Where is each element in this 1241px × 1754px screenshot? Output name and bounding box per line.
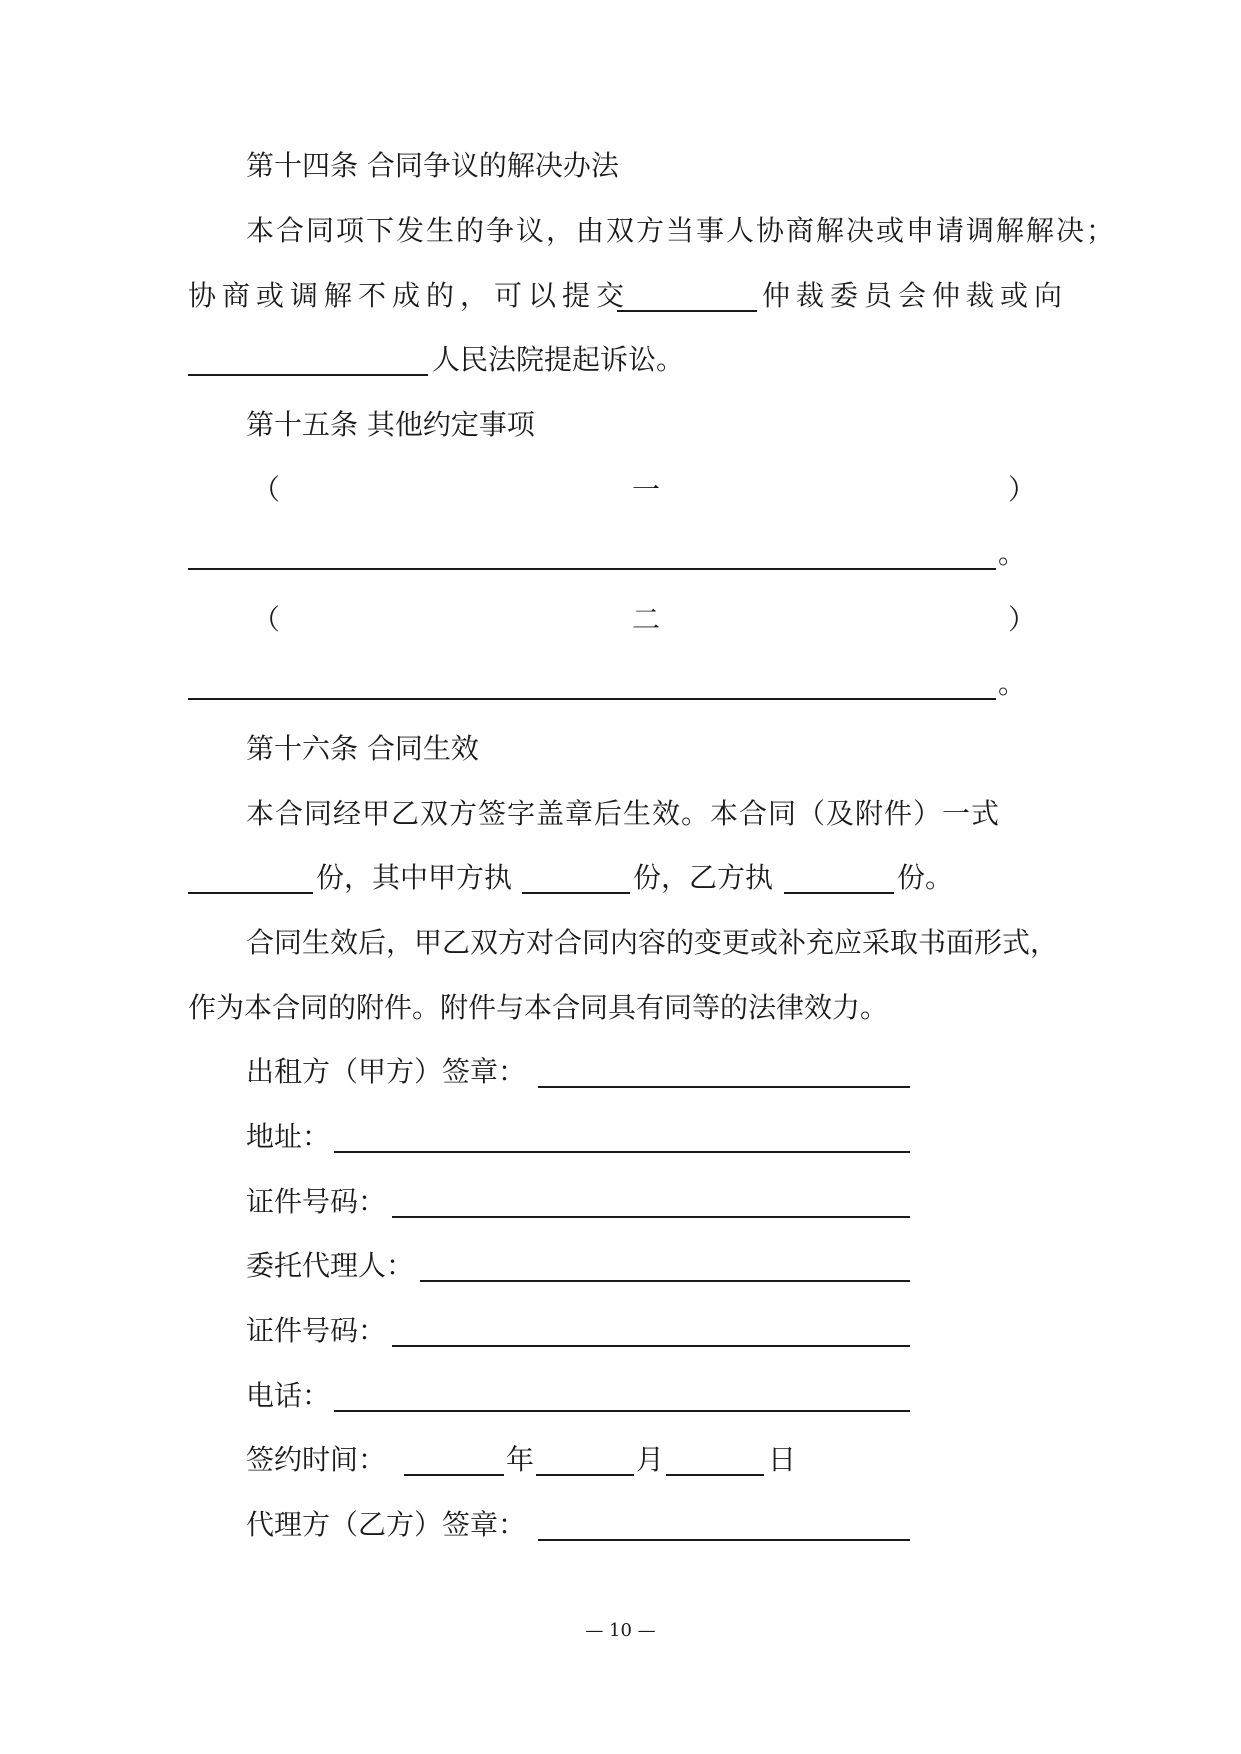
article-16-heading <box>0 729 1241 769</box>
day-label: 日 <box>768 1443 797 1476</box>
id-number-blank-2[interactable] <box>392 1315 910 1347</box>
page-number: — 10 — <box>585 1620 656 1641</box>
article-15-item-2-label <box>0 600 1241 640</box>
article-15-heading <box>0 405 1241 445</box>
year-blank[interactable] <box>404 1444 504 1476</box>
party-a-unit-text: 份，乙方执 <box>633 861 774 894</box>
agent-blank[interactable] <box>420 1250 910 1282</box>
day-blank[interactable] <box>666 1444 764 1476</box>
phone-blank[interactable] <box>334 1380 910 1412</box>
agent-party-signature-row <box>0 1505 1241 1545</box>
phone-row <box>0 1376 1241 1416</box>
article-16-text-3b: 作为本合同的附件。附件与本合同具有同等的法律效力。 <box>188 991 889 1024</box>
article-14-text-2a: 协商或调解不成的，可以提交 <box>188 279 631 312</box>
month-blank[interactable] <box>536 1444 634 1476</box>
year-label: 年 <box>506 1443 535 1476</box>
party-a-copies-blank[interactable] <box>522 862 630 894</box>
id-number-row-2 <box>0 1311 1241 1351</box>
id-number-label-1: 证件号码： <box>246 1185 387 1218</box>
item-2-blank[interactable] <box>188 668 996 700</box>
article-15-item-1-line <box>0 534 1241 574</box>
lessor-signature-blank[interactable] <box>538 1056 910 1088</box>
item-1-period: 。 <box>998 537 1027 570</box>
agent-party-signature-blank[interactable] <box>538 1509 910 1541</box>
phone-label: 电话： <box>246 1379 331 1412</box>
id-number-blank-1[interactable] <box>392 1186 910 1218</box>
article-14-paragraph-line-1 <box>0 211 1241 251</box>
article-14-text-1: 本合同项下发生的争议，由双方当事人协商解决或申请调解解决； <box>246 214 1117 247</box>
article-15-item-2-line <box>0 664 1241 704</box>
signing-date-label: 签约时间： <box>246 1443 387 1476</box>
article-14-paragraph-line-3 <box>0 340 1241 380</box>
item-2-period: 。 <box>998 667 1027 700</box>
article-14-text-2b: 仲裁委员会仲裁或向 <box>762 279 1069 312</box>
item-2-number: 二 <box>632 603 661 636</box>
article-14-heading <box>0 146 1241 186</box>
article-14-text-3: 人民法院提起诉讼。 <box>432 343 685 376</box>
article-16-text-1: 本合同经甲乙双方签字盖章后生效。本合同（及附件）一式 <box>246 797 1001 830</box>
id-number-label-2: 证件号码： <box>246 1314 387 1347</box>
article-15-heading-text: 第十五条 其他约定事项 <box>246 408 535 441</box>
article-16-paragraph-line-1 <box>0 794 1241 834</box>
item-2-open-paren: （ <box>252 603 281 636</box>
article-14-heading-text: 第十四条 合同争议的解决办法 <box>246 149 619 182</box>
item-1-close-paren: ） <box>1008 473 1037 506</box>
item-1-blank[interactable] <box>188 538 996 570</box>
agent-row <box>0 1246 1241 1286</box>
month-label: 月 <box>636 1443 665 1476</box>
article-14-paragraph-line-2 <box>0 276 1241 316</box>
arbitration-commission-blank[interactable] <box>617 280 757 312</box>
copies-unit-text: 份，其中甲方执 <box>316 861 513 894</box>
address-row <box>0 1117 1241 1157</box>
lessor-label: 出租方（甲方）签章： <box>246 1055 527 1088</box>
item-1-number: 一 <box>632 473 661 506</box>
court-blank[interactable] <box>188 344 428 376</box>
item-1-open-paren: （ <box>252 473 281 506</box>
agent-label: 委托代理人： <box>246 1249 415 1282</box>
party-b-copies-blank[interactable] <box>784 862 894 894</box>
article-16-paragraph-line-3 <box>0 923 1241 963</box>
party-b-unit-text: 份。 <box>897 861 954 894</box>
article-16-copies-line <box>0 858 1241 898</box>
item-2-close-paren: ） <box>1008 603 1037 636</box>
signing-date-row <box>0 1440 1241 1480</box>
total-copies-blank[interactable] <box>188 862 313 894</box>
article-16-heading-text: 第十六条 合同生效 <box>246 732 479 765</box>
article-16-text-3a: 合同生效后，甲乙双方对合同内容的变更或补充应采取书面形式， <box>246 926 1059 959</box>
article-15-item-1-label <box>0 470 1241 510</box>
article-16-paragraph-line-4 <box>0 988 1241 1028</box>
address-blank[interactable] <box>334 1121 910 1153</box>
agent-party-label: 代理方（乙方）签章： <box>246 1508 527 1541</box>
id-number-row-1 <box>0 1182 1241 1222</box>
address-label: 地址： <box>246 1120 331 1153</box>
lessor-signature-row <box>0 1052 1241 1092</box>
